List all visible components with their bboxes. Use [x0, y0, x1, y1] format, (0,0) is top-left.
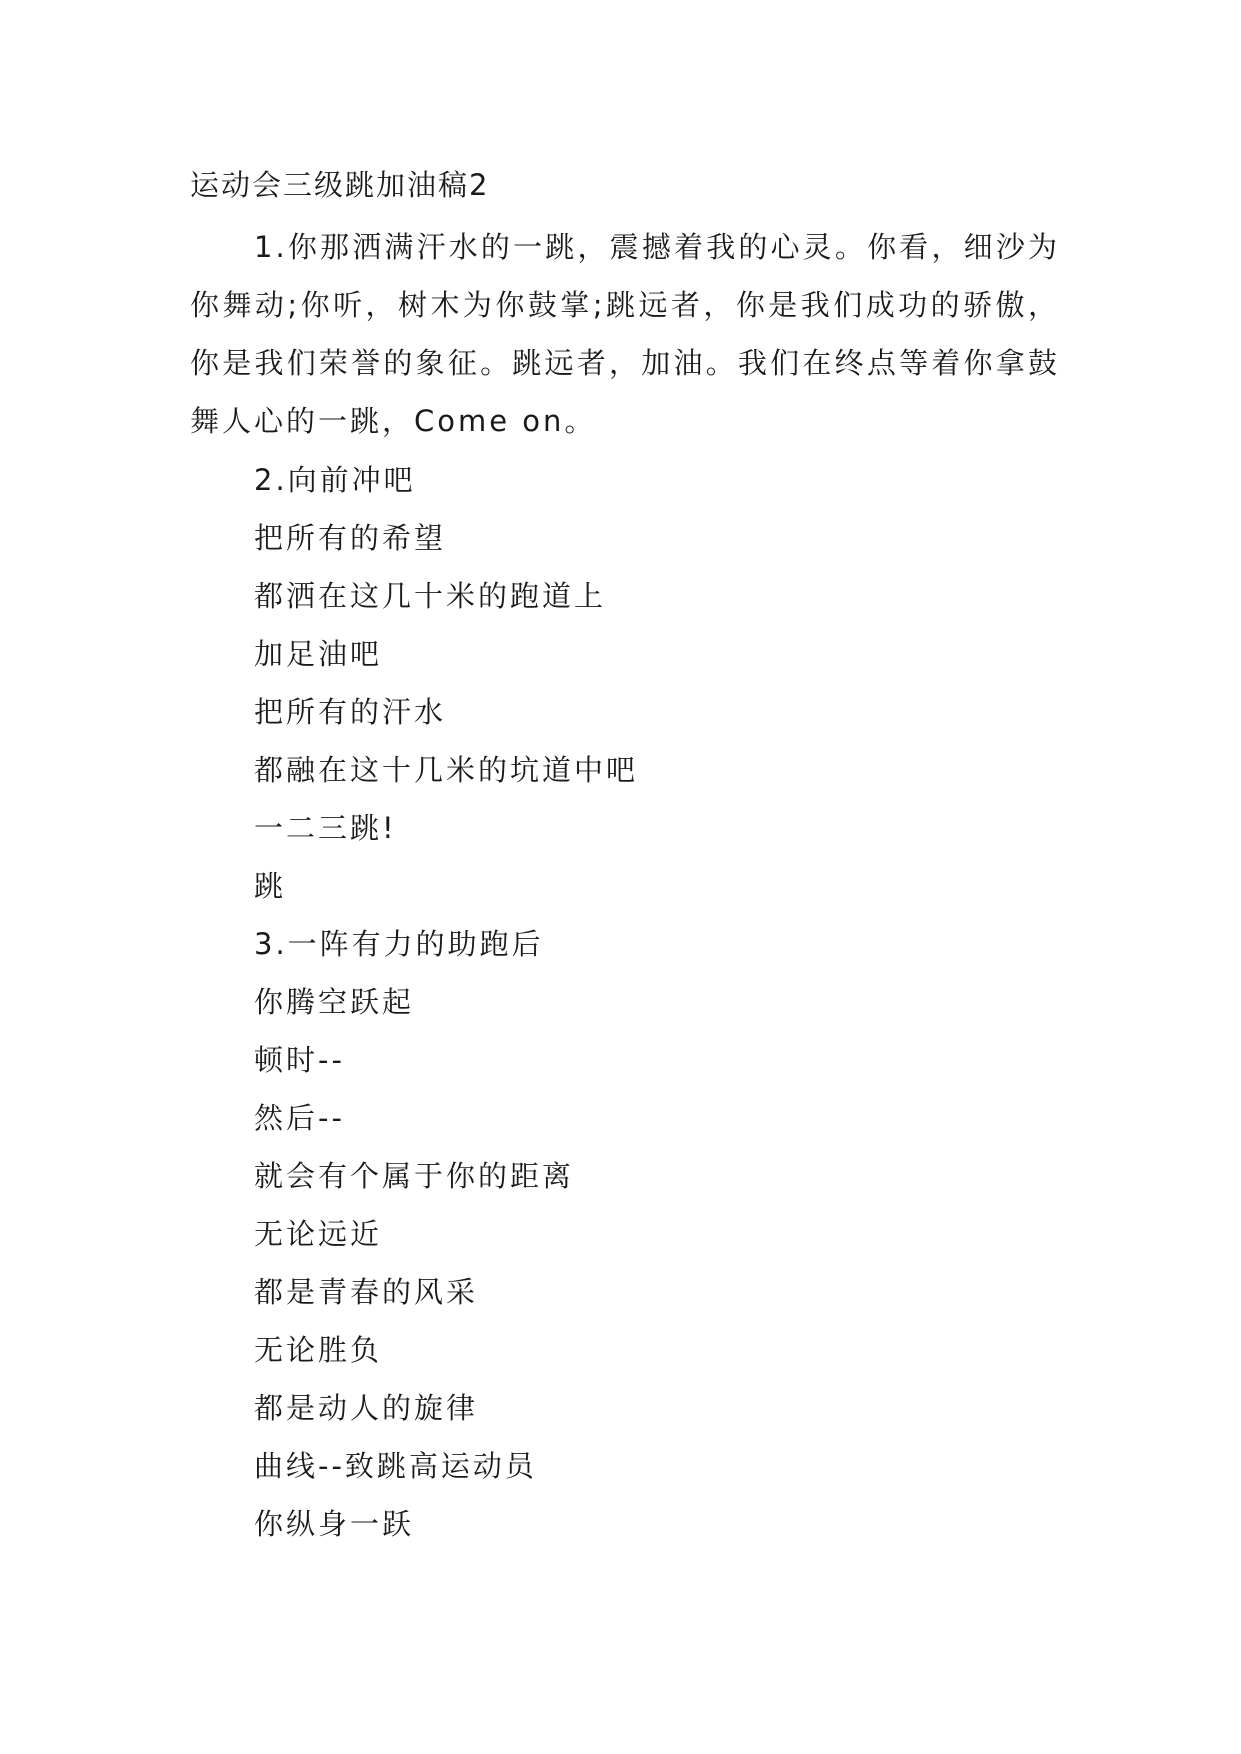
- poem-line: 跳: [254, 869, 287, 903]
- poem-line: 曲线--致跳高运动员: [254, 1449, 537, 1483]
- poem-line: 都是动人的旋律: [254, 1391, 479, 1425]
- poem-line: 3.一阵有力的助跑后: [254, 927, 544, 961]
- poem-line: 把所有的汗水: [254, 695, 447, 729]
- poem-line: 加足油吧: [254, 637, 383, 671]
- paragraph-1: 1.你那洒满汗水的一跳，震撼着我的心灵。你看，细沙为你舞动;你听，树木为你鼓掌;跳远者，你是我们成功的骄傲，你是我们荣誉的象征。跳远者，加油。我们在终点等着你拿鼓舞人心的一跳，Come on。: [190, 230, 1060, 438]
- poem-line: 2.向前冲吧: [254, 463, 416, 497]
- poem-line: 都洒在这几十米的跑道上: [254, 579, 607, 613]
- poem-line: 顿时--: [254, 1043, 345, 1077]
- document-title: 运动会三级跳加油稿2: [190, 168, 490, 202]
- poem-line: 都融在这十几米的坑道中吧: [254, 753, 639, 787]
- poem-line: 无论远近: [254, 1217, 383, 1251]
- poem-line: 然后--: [254, 1101, 345, 1135]
- poem-line: 一二三跳!: [254, 811, 397, 845]
- poem-line: 把所有的希望: [254, 521, 447, 555]
- poem-lines: [254, 451, 638, 1553]
- poem-line: 你纵身一跃: [254, 1507, 415, 1541]
- poem-line: 就会有个属于你的距离: [254, 1159, 575, 1193]
- poem-line: 你腾空跃起: [254, 985, 415, 1019]
- poem-line: 都是青春的风采: [254, 1275, 479, 1309]
- poem-line: 无论胜负: [254, 1333, 383, 1367]
